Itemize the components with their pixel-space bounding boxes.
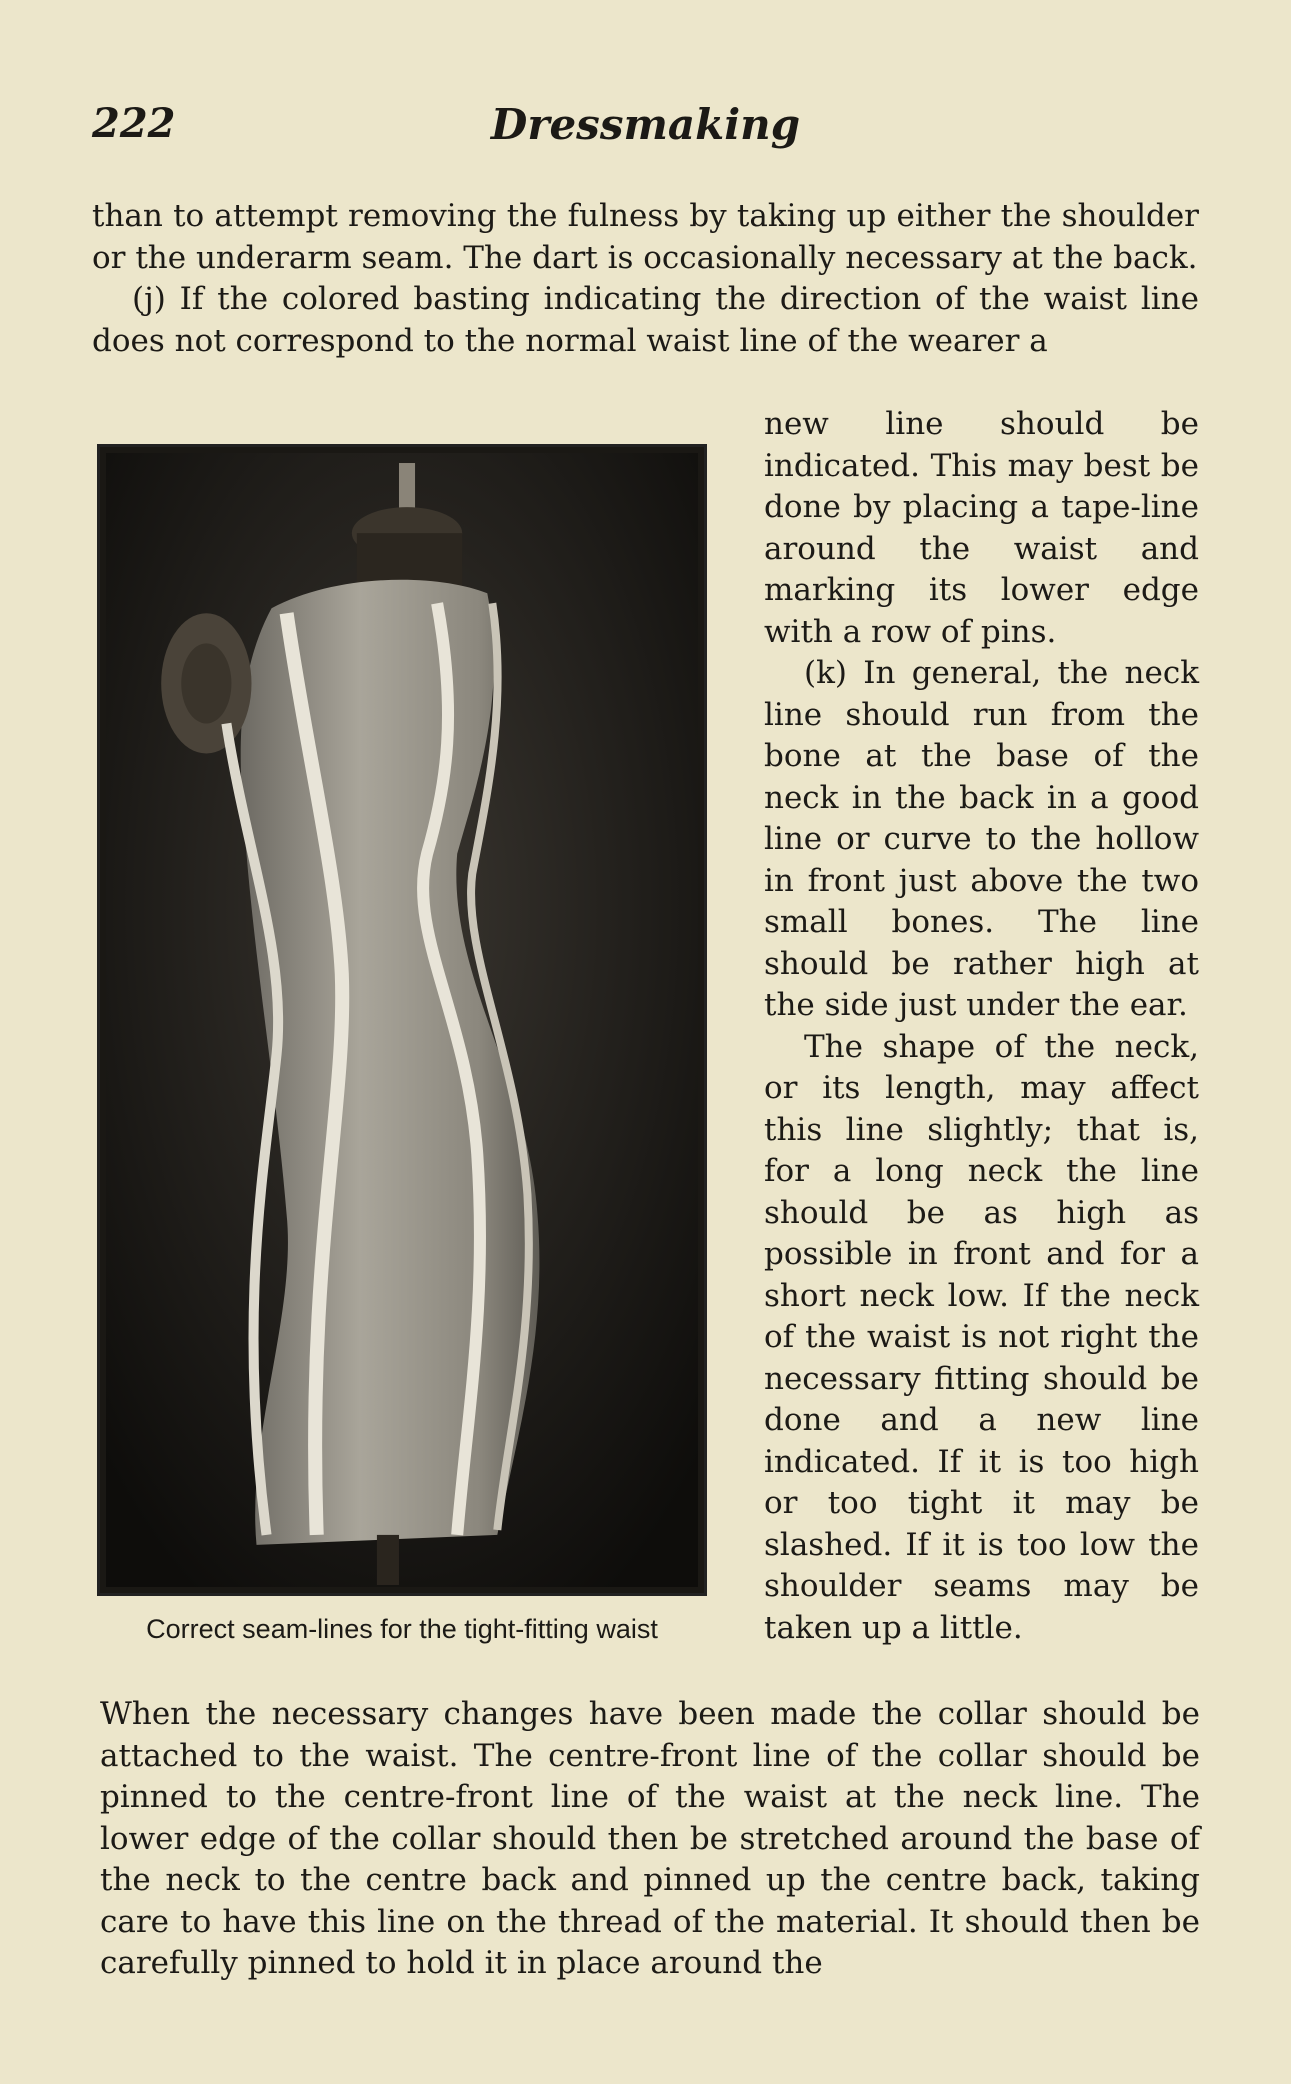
paragraph-3: (k) In general, the neck line should run from the bone at the base of the neck in the back in a good line or curve to the hollow in front just above the two small bones. The line should be rather high at the side just under the ear. bbox=[764, 655, 1199, 1023]
right-column bbox=[764, 404, 1199, 1649]
paragraph-1: than to attempt removing the fulness by taking up either the shoulder or the underarm seam. The dart is occasionally necessary at the back. bbox=[92, 198, 1199, 276]
page-number: 222 bbox=[92, 100, 176, 147]
running-title: Dressmaking bbox=[490, 100, 801, 149]
page-header bbox=[92, 100, 1199, 156]
paragraph-bottom bbox=[100, 1694, 1200, 1985]
paragraph-top bbox=[92, 196, 1199, 362]
paragraph-5: When the necessary changes have been made the collar should be attached to the waist. The centre-front line of the collar should be pinned to the centre-front line of the waist at the neck line. The lower edge of the collar should then be stretched around the base of the neck to the centre back and pinned up the centre back, taking care to have this line on the thread of the material. It should then be carefully pinned to hold it in place around the bbox=[100, 1696, 1200, 1981]
paragraph-2-column: new line should be indicated. This may best be done by placing a tape-line around the waist and marking its lower edge with a row of pins. bbox=[764, 406, 1199, 650]
dress-form-photograph bbox=[97, 444, 707, 1596]
figure-caption: Correct seam-lines for the tight-fitting waist bbox=[146, 1614, 658, 1644]
paragraph-4: The shape of the neck, or its length, may affect this line slightly; that is, for a long neck the line should be as high as possible in front and for a short neck low. If the neck of the waist is not right the necessary fitting should be done and a new line indicated. If it is too high or too tight it may be slashed. If it is too low the shoulder seams may be taken up a little. bbox=[764, 1028, 1199, 1646]
dress-form-illustration bbox=[106, 453, 698, 1587]
paragraph-2-full: (j) If the colored basting indicating the direction of the waist line does not correspond to the normal waist line of the wearer a bbox=[92, 281, 1199, 359]
